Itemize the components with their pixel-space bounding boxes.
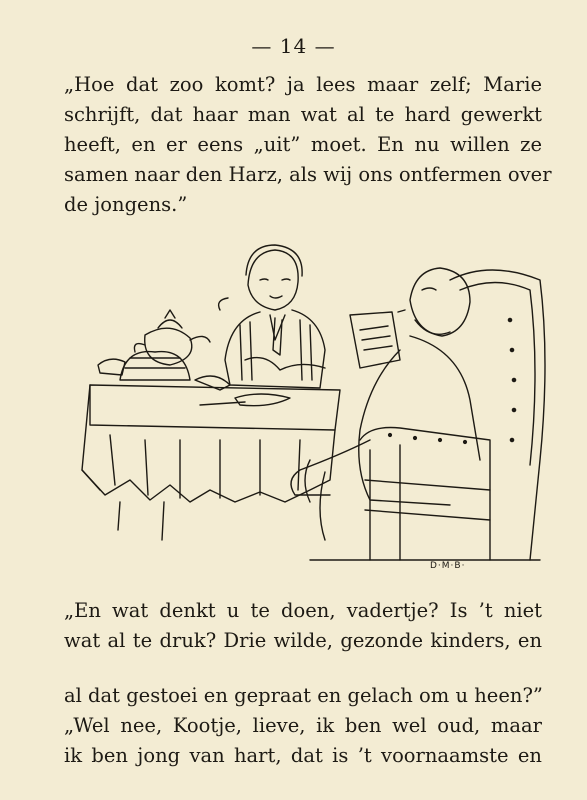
armchair-drawing	[310, 270, 545, 560]
illustrator-signature: D·M·B·	[430, 561, 466, 571]
young-woman-drawing	[219, 245, 325, 388]
paragraph-3	[64, 681, 542, 771]
text-line: schrijft, dat haar man wat al te hard gewerkt	[64, 103, 542, 126]
table-drawing	[82, 385, 340, 540]
page-number: — 14 —	[251, 34, 336, 58]
text-line: samen naar den Harz, als wij ons ontfermen over	[64, 163, 552, 186]
text-line: „Wel nee, Kootje, lieve, ik ben wel oud, maar	[64, 714, 542, 737]
paragraph-2	[64, 596, 542, 656]
text-line: ik ben jong van hart, dat is ’t voornaamste en	[64, 744, 542, 767]
text-line: de jongens.”	[64, 193, 188, 216]
text-line: „Hoe dat zoo komt? ja lees maar zelf; Marie	[64, 73, 542, 96]
text-line: „En wat denkt u te doen, vadertje? Is ’t niet	[64, 599, 542, 622]
paragraph-1	[64, 70, 552, 220]
text-line: al dat gestoei en gepraat en gelach om u heen?”	[64, 684, 543, 707]
text-line: wat al te druk? Drie wilde, gezonde kinders, en	[64, 629, 542, 652]
illustration	[70, 240, 560, 580]
text-line: heeft, en er eens „uit” moet. En nu willen ze	[64, 133, 542, 156]
